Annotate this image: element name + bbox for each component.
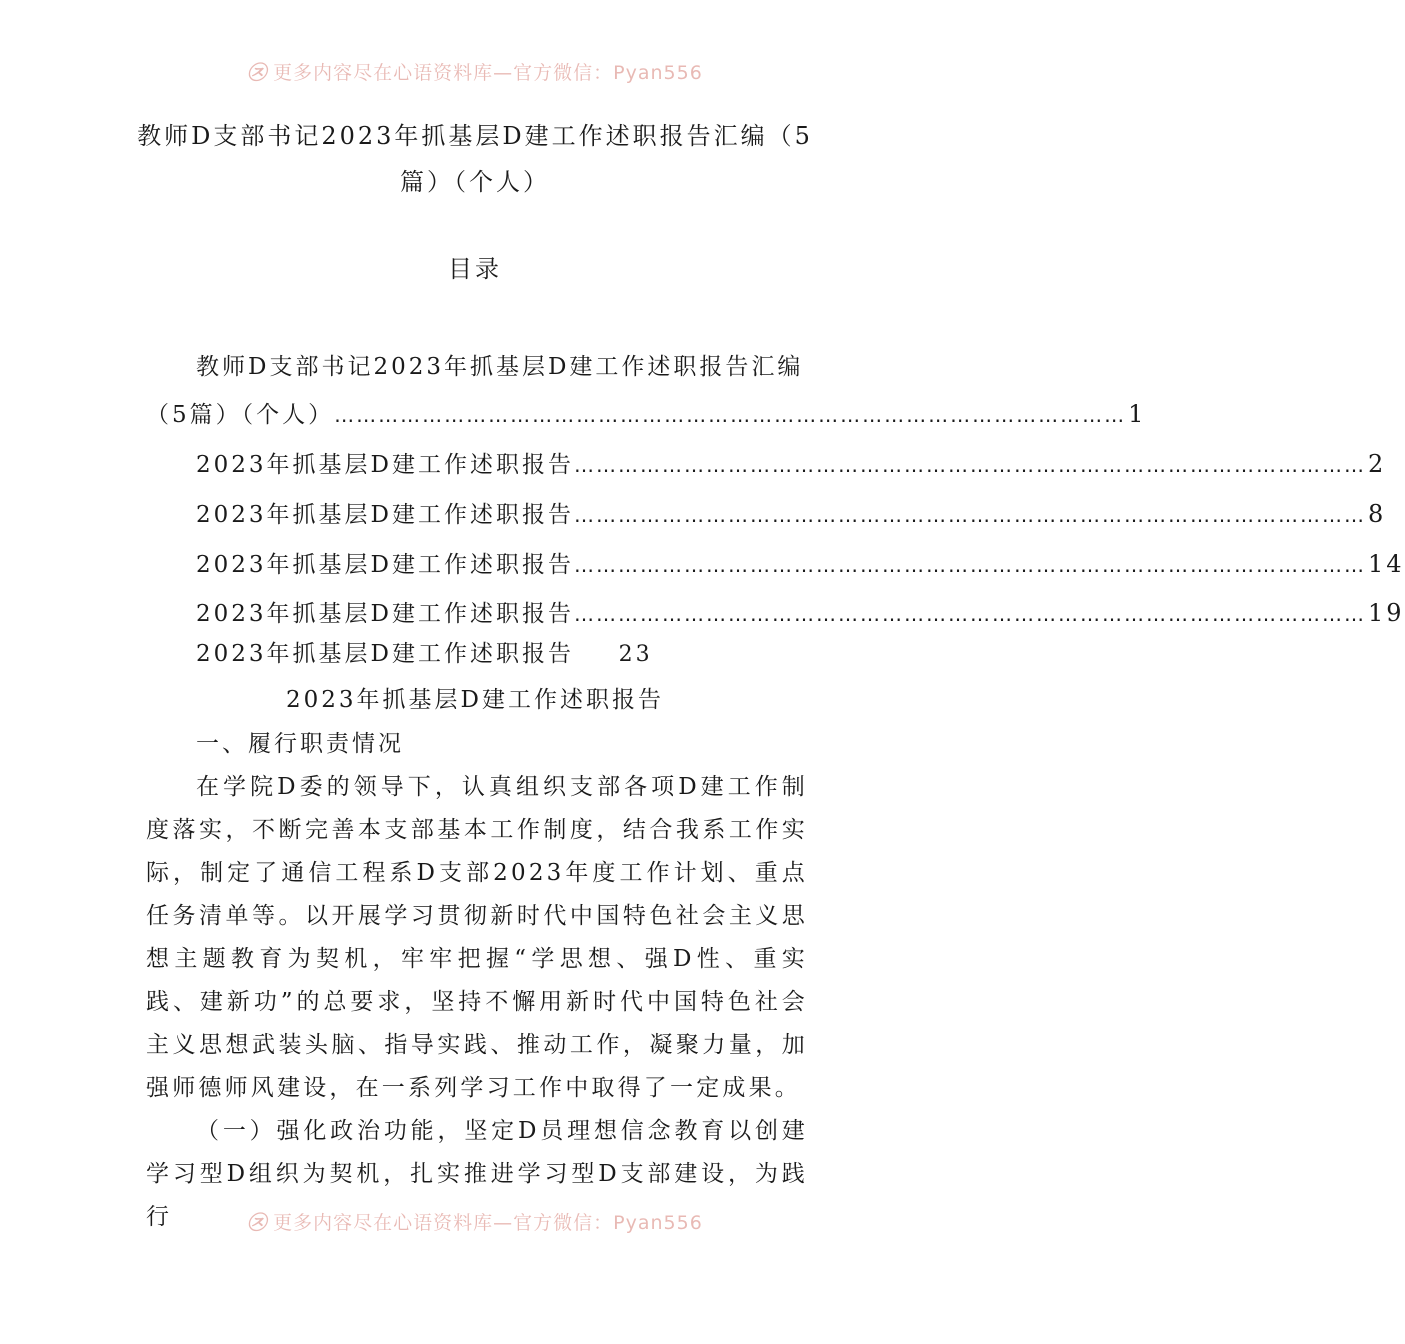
toc-entry-1[interactable] (146, 397, 1147, 432)
toc-page-number: 2 (1367, 450, 1387, 478)
section-title: 2023年抓基层D建工作述职报告 (286, 687, 664, 713)
toc-entry-text: 2023年抓基层D建工作述职报告 (196, 552, 574, 578)
watermark-text: 更多内容尽在心语资料库—官方微信：Pyan556 (273, 62, 703, 84)
body-content (146, 766, 808, 1239)
toc-page-number: 23 (618, 642, 653, 667)
toc-entry-4[interactable] (196, 547, 1405, 582)
toc-entry-2[interactable] (196, 447, 1387, 482)
toc-entry-text: （5篇）（个人） (146, 402, 335, 428)
toc-entry-text: 2023年抓基层D建工作述职报告 (196, 452, 574, 478)
watermark-footer (0, 1208, 950, 1235)
toc-entry-text: 2023年抓基层D建工作述职报告 (196, 601, 574, 627)
document-title-line-2: 篇）（个人） (400, 168, 550, 196)
paragraph-2: （一）强化政治功能，坚定D员理想信念教育以创建学习型D组织为契机，扎实推进学习型D支部建设，为践行 (146, 1118, 808, 1230)
toc-page-number: 8 (1367, 500, 1387, 528)
document-title-line-1: 教师D支部书记2023年抓基层D建工作述职报告汇编（5 (137, 122, 813, 150)
paragraph-1: 在学院D委的领导下，认真组织支部各项D建工作制度落实，不断完善本支部基本工作制度，结合我系工作实际，制定了通信工程系D支部2023年度工作计划、重点任务清单等。以开展学习贯彻新时代中国特色社会主义思想主题教育为契机，牢牢把握“学思想、强D性、重实践、建新功”的总要求，坚持不懈用新时代中国特色社会主义思想武装头脑、指导实践、推动工作，凝聚力量，加强师德师风建设，在一系列学习工作中取得了一定成果。 (146, 774, 808, 1101)
section-heading-1: 一、履行职责情况 (196, 731, 404, 757)
watermark-text: 更多内容尽在心语资料库—官方微信：Pyan556 (273, 1212, 703, 1234)
toc-leader-dots: ……………………………………………………………………………………………… (573, 453, 1366, 477)
watermark-header (0, 58, 950, 85)
toc-page-number: 1 (1128, 400, 1147, 428)
toc-page-number: 14 (1367, 550, 1405, 578)
toc-leader-dots: ……………………………………………………………………………………………… (573, 503, 1366, 527)
watermark-logo-icon: ㉨ (247, 62, 268, 84)
toc-entry-6[interactable] (196, 637, 653, 672)
toc-heading: 目录 (448, 255, 502, 283)
toc-leader-dots: ……………………………………………………………………………………………… (573, 553, 1366, 577)
toc-entry-1-line-1[interactable]: 教师D支部书记2023年抓基层D建工作述职报告汇编 (196, 354, 804, 380)
toc-leader-dots: ……………………………………………………………………………………………… (334, 403, 1127, 427)
toc-entry-3[interactable] (196, 497, 1387, 532)
toc-entry-text: 2023年抓基层D建工作述职报告 (196, 502, 574, 528)
toc-entry-5[interactable] (196, 596, 1405, 631)
toc-leader-dots: ……………………………………………………………………………………………… (573, 602, 1366, 626)
toc-page-number: 19 (1367, 599, 1405, 627)
toc-entry-text: 2023年抓基层D建工作述职报告 (196, 641, 574, 667)
watermark-logo-icon: ㉨ (247, 1212, 268, 1234)
